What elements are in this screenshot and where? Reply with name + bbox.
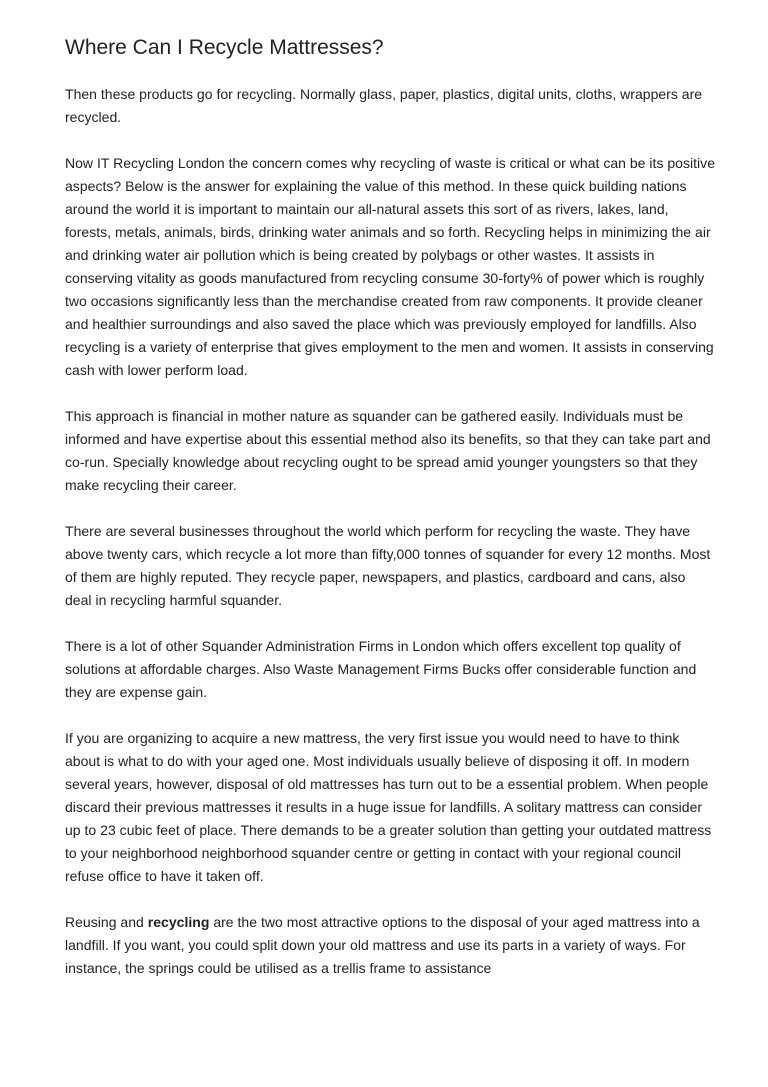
paragraph-3: This approach is financial in mother nature as squander can be gathered easily. Individuals must be informed and have expertise about this essential method also its benefits, so that they can take part and co-run. Specially knowledge about recycling ought to be spread amid younger youngsters so that they make recycling their career. [65, 408, 711, 493]
paragraph-4: There are several businesses throughout the world which perform for recycling the waste. They have above twenty cars, which recycle a lot more than fifty,000 tonnes of squander for every 12 months. Most of them are highly reputed. They recycle paper, newspapers, and plastics, cardboard and cans, also deal in recycling harmful squander. [65, 523, 711, 608]
document-title: Where Can I Recycle Mattresses? [65, 36, 384, 59]
paragraph-7-rest: are the two most attractive options to the disposal of your aged mattress into a landfill. If you want, you could split down your old mattress and use its parts in a variety of ways. For instance, the springs could be utilised as a trellis frame to assistance [65, 914, 700, 976]
paragraph-2: Now IT Recycling London the concern comes why recycling of waste is critical or what can be its positive aspects? Below is the answer for explaining the value of this method. In these quick building nations around the world it is important to maintain our all-natural assets this sort of as rivers, lakes, land, forests, metals, animals, birds, drinking water animals and so forth. Recycling helps in minimizing the air and drinking water air pollution which is being created by polybags or other wastes. It assists in conserving vitality as goods manufactured from recycling consume 30-forty% of power which is roughly two occasions significantly less than the merchandise created from raw components. It provide cleaner and healthier surroundings and also saved the place which was previously employed for landfills. Also recycling is a variety of enterprise that gives employment to the men and women. It assists in conserving cash with lower perform load. [65, 155, 715, 378]
paragraph-5: There is a lot of other Squander Administration Firms in London which offers excellent top quality of solutions at affordable charges. Also Waste Management Firms Bucks offer considerable function and they are expense gain. [65, 638, 697, 700]
paragraph-7 [65, 911, 715, 980]
paragraph-7-lead: Reusing and [65, 914, 148, 930]
paragraph-1: Then these products go for recycling. Normally glass, paper, plastics, digital units, cloths, wrappers are recycled. [65, 86, 703, 125]
document-page [65, 33, 715, 1003]
recycling-bold-term: recycling [147, 914, 210, 930]
paragraph-6: If you are organizing to acquire a new mattress, the very first issue you would need to have to think about is what to do with your aged one. Most individuals usually believe of disposing it off. In modern several years, however, disposal of old mattresses has turn out to be a essential problem. When people discard their previous mattresses it results in a huge issue for landfills. A solitary mattress can consider up to 23 cubic feet of place. There demands to be a greater solution than getting your outdated mattress to your neighborhood neighborhood squander centre or getting in contact with your regional council refuse office to have it taken off. [65, 730, 712, 884]
